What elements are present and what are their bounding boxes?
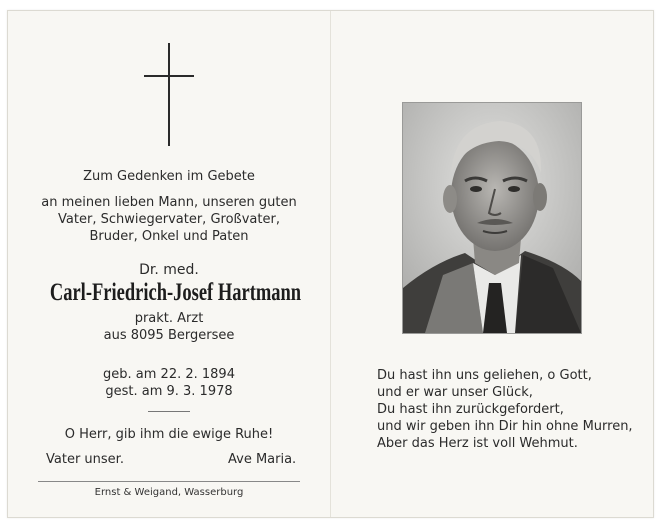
profession: prakt. Arzt xyxy=(134,311,204,326)
right-panel xyxy=(331,11,653,517)
rest-prayer: O Herr, gib ihm die ewige Ruhe! xyxy=(64,427,274,442)
poem-line-2: und er war unser Glück, xyxy=(377,385,533,400)
birth-date: geb. am 22. 2. 1894 xyxy=(103,367,235,382)
portrait-image xyxy=(403,103,581,333)
deceased-name: Carl-Friedrich-Josef Hartmann xyxy=(49,279,302,306)
cross-bar xyxy=(144,75,194,77)
residence: aus 8095 Bergersee xyxy=(103,328,235,343)
academic-title: Dr. med. xyxy=(139,262,199,278)
intro-text: Zum Gedenken im Gebete xyxy=(83,169,255,184)
poem-line-3: Du hast ihn zurückgefordert, xyxy=(377,402,564,417)
printer-credit: Ernst & Weigand, Wasserburg xyxy=(94,487,244,498)
relation-line-1: an meinen lieben Mann, unseren guten xyxy=(41,195,297,210)
relation-line-2: Vater, Schwiegervater, Großvater, xyxy=(58,212,280,227)
separator-long xyxy=(38,481,300,482)
prayer-vater-unser: Vater unser. xyxy=(46,452,124,467)
relation-line-3: Bruder, Onkel und Paten xyxy=(89,229,249,244)
left-panel xyxy=(8,11,330,517)
poem-block xyxy=(377,367,633,452)
death-date: gest. am 9. 3. 1978 xyxy=(105,384,233,399)
memorial-card xyxy=(7,10,654,518)
portrait-photo xyxy=(402,102,582,334)
prayer-ave-maria: Ave Maria. xyxy=(228,452,297,467)
poem-line-4: und wir geben ihn Dir hin ohne Murren, xyxy=(377,419,633,434)
poem-line-1: Du hast ihn uns geliehen, o Gott, xyxy=(377,368,592,383)
cross-icon xyxy=(168,43,170,146)
poem-line-5: Aber das Herz ist voll Wehmut. xyxy=(377,436,578,451)
separator-short xyxy=(148,411,190,412)
